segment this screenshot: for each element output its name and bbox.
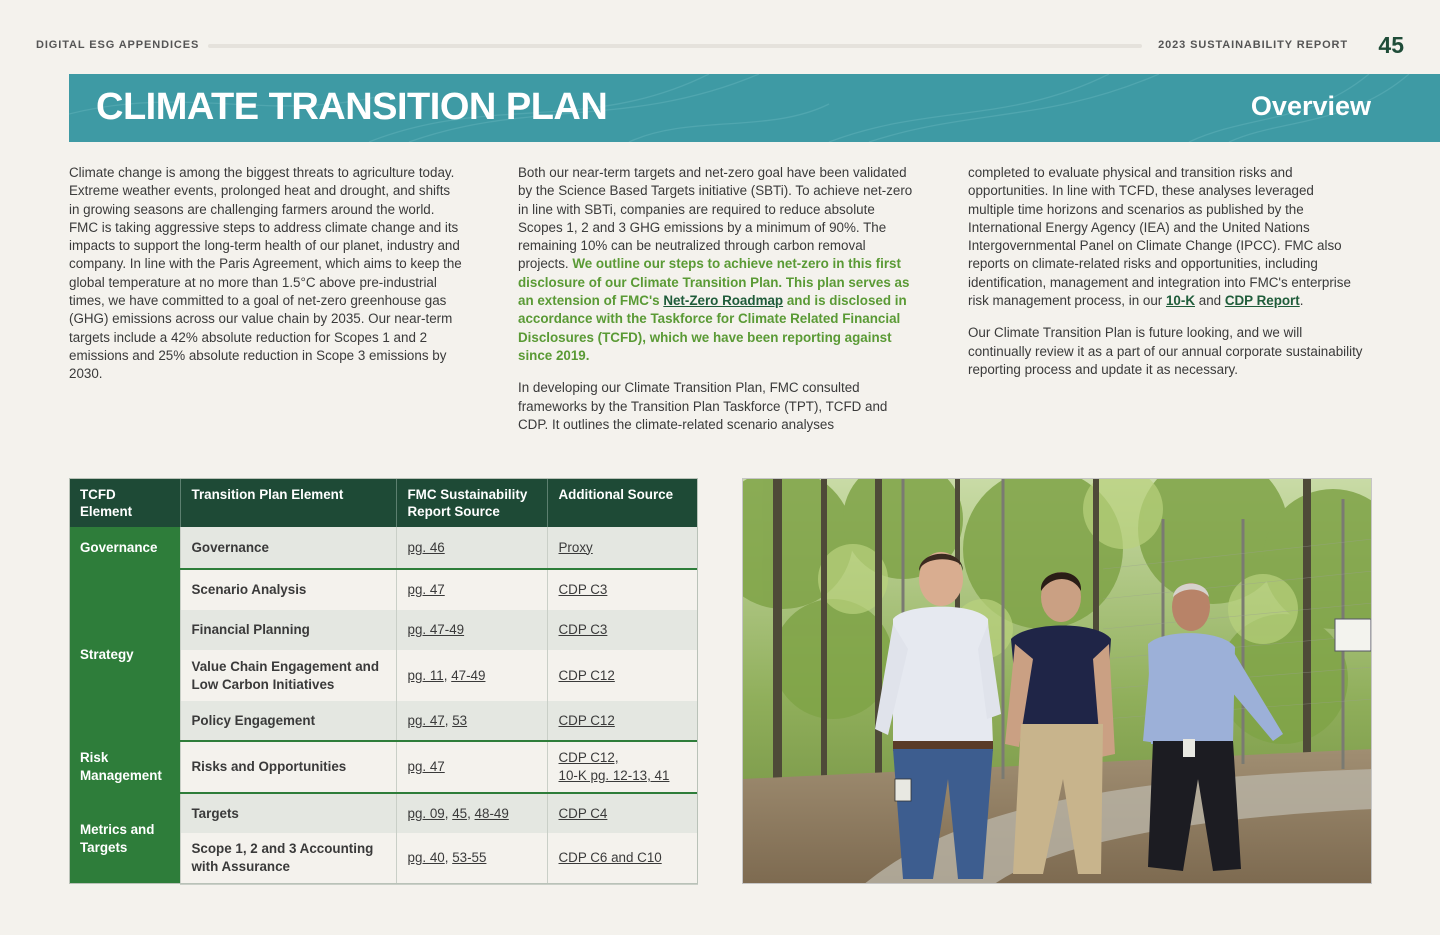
page-title: CLIMATE TRANSITION PLAN bbox=[96, 86, 608, 128]
intro-paragraph: Climate change is among the biggest threats to agriculture today. Extreme weather events, prolonged heat and drought, and shifts in growing seasons are challenging farmers around the world. FMC is taking aggressive steps to address climate change and its impacts to support the long-term health of our planet, industry and company. In line with the Paris Agreement, which aims to keep the global temperature at no more than 1.5°C above pre-industrial times, we have committed to a goal of net-zero greenhouse gas (GHG) emissions across our value chain by 2035. Our near-term targets include a 42% absolute reduction for Scopes 1 and 2 emissions and 25% absolute reduction in Scope 3 emissions by 2030. bbox=[69, 165, 462, 382]
group-metrics: Metrics and Targets bbox=[69, 793, 180, 884]
period-text: . bbox=[1299, 293, 1304, 309]
frameworks-paragraph: In developing our Climate Transition Plan, FMC consulted frameworks by the Transition Plan Taskforce (TPT), TCFD and CDP. It outlines the climate-related scenario analyses bbox=[518, 380, 888, 432]
source-cell: pg. 47, 53 bbox=[396, 701, 547, 741]
cdp-report-link[interactable]: CDP Report bbox=[1224, 293, 1300, 309]
sbti-text: Both our near-term targets and net-zero goal have been validated by the Science Based Targets initiative (SBTi). To achieve net-zero in line with SBTi, companies are required to reduce absolute Scopes 1, 2 and 3 GHG emissions by a minimum of 90%. The remaining 10% can be neutralized through carbon removal projects. bbox=[518, 165, 913, 272]
sbti-paragraph bbox=[518, 164, 913, 365]
risk-paragraph bbox=[968, 164, 1363, 310]
group-strategy: Strategy bbox=[69, 569, 180, 741]
plan-cell: Governance bbox=[180, 527, 396, 569]
source-cell: pg. 11, 47-49 bbox=[396, 650, 547, 701]
source-link[interactable]: 53-55 bbox=[452, 850, 487, 866]
additional-link[interactable]: CDP C6 and C10 bbox=[558, 850, 662, 866]
table-header-row bbox=[69, 478, 698, 527]
plan-cell: Risks and Opportunities bbox=[180, 741, 396, 793]
report-label: 2023 SUSTAINABILITY REPORT bbox=[1158, 39, 1348, 51]
header-additional: Additional Source bbox=[547, 478, 698, 527]
table-row bbox=[69, 569, 698, 610]
additional-cell bbox=[547, 833, 698, 884]
source-link[interactable]: pg. 47 bbox=[407, 582, 445, 597]
additional-cell bbox=[547, 701, 698, 741]
section-label: DIGITAL ESG APPENDICES bbox=[36, 39, 200, 51]
additional-link[interactable]: CDP C12 bbox=[558, 667, 615, 683]
source-cell bbox=[396, 610, 547, 650]
plan-cell: Scope 1, 2 and 3 Accounting with Assurance bbox=[180, 833, 396, 884]
group-governance: Governance bbox=[69, 527, 180, 569]
table-row bbox=[69, 527, 698, 569]
additional-cell bbox=[547, 527, 698, 569]
text-column-2 bbox=[518, 164, 913, 448]
highlight-text bbox=[518, 256, 909, 362]
source-cell bbox=[396, 741, 547, 793]
photo-illustration bbox=[743, 479, 1372, 884]
plan-cell: Targets bbox=[180, 793, 396, 833]
additional-cell bbox=[547, 793, 698, 833]
title-banner bbox=[69, 74, 1440, 142]
table-row bbox=[69, 793, 698, 833]
source-link[interactable]: pg. 11 bbox=[407, 667, 444, 683]
additional-link[interactable]: CDP C12, bbox=[558, 750, 619, 765]
highlight-text-a: We outline our steps to achieve net-zero in this first disclosure of our Climate Transition Plan. This plan serves as an extension of FMC's bbox=[518, 256, 910, 309]
additional-link[interactable]: CDP C4 bbox=[558, 805, 608, 821]
header-plan: Transition Plan Element bbox=[180, 478, 396, 527]
additional-cell bbox=[547, 650, 698, 701]
source-cell: pg. 09, 45, 48-49 bbox=[396, 793, 547, 833]
source-link[interactable]: pg. 46 bbox=[407, 539, 445, 555]
group-risk: Risk Management bbox=[69, 741, 180, 793]
plan-cell: Policy Engagement bbox=[180, 701, 396, 741]
plan-cell: Scenario Analysis bbox=[180, 569, 396, 610]
source-cell: pg. 40, 53-55 bbox=[396, 833, 547, 884]
risk-text: completed to evaluate physical and transition risks and opportunities. In line with TCFD, these analyses leveraged multiple time horizons and scenarios as published by the International Energy Agency (IEA) and the United Nations Intergovernmental Panel on Climate Change (IPCC). FMC also reports on climate-related risks and opportunities, including identification, management and integration into FMC's enterprise risk management process, in our bbox=[968, 165, 1351, 309]
additional-link[interactable]: CDP C3 bbox=[558, 582, 608, 597]
additional-cell bbox=[547, 569, 698, 610]
highlight-text-b: and is disclosed in accordance with the Taskforce for Climate Related Financial Disclosures (TCFD), which we have been reporting against since 2019. bbox=[518, 293, 907, 363]
source-link[interactable]: 47-49 bbox=[451, 667, 486, 683]
employees-photo bbox=[742, 478, 1372, 884]
source-link[interactable]: 53 bbox=[452, 712, 468, 728]
10k-link[interactable]: 10-K bbox=[1165, 293, 1196, 309]
and-text: and bbox=[1198, 293, 1222, 309]
header-divider bbox=[208, 44, 1142, 48]
source-link[interactable]: pg. 40 bbox=[407, 850, 445, 866]
additional-cell bbox=[547, 610, 698, 650]
future-paragraph: Our Climate Transition Plan is future looking, and we will continually review it as a part of our annual corporate sustainability reporting process and update it as necessary. bbox=[968, 325, 1363, 377]
header-fmc-source: FMC Sustainability Report Source bbox=[396, 478, 547, 527]
source-link[interactable]: pg. 47 bbox=[407, 759, 445, 774]
additional-link[interactable]: CDP C3 bbox=[558, 622, 608, 637]
header-tcfd: TCFD Element bbox=[69, 478, 180, 527]
source-link[interactable]: 48-49 bbox=[474, 805, 509, 821]
additional-link[interactable]: 10-K pg. 12-13, 41 bbox=[558, 768, 670, 783]
plan-cell: Value Chain Engagement and Low Carbon Initiatives bbox=[180, 650, 396, 701]
section-subtitle: Overview bbox=[1250, 91, 1371, 121]
tcfd-table bbox=[69, 478, 698, 885]
table-row bbox=[69, 741, 698, 793]
additional-link[interactable]: CDP C12 bbox=[558, 712, 615, 728]
source-link[interactable]: 45 bbox=[452, 805, 468, 821]
source-cell bbox=[396, 527, 547, 569]
net-zero-roadmap-link[interactable]: Net-Zero Roadmap bbox=[663, 293, 784, 309]
additional-cell bbox=[547, 741, 698, 793]
source-link[interactable]: pg. 47-49 bbox=[407, 622, 465, 637]
text-column-3 bbox=[968, 164, 1363, 393]
page-header bbox=[36, 30, 1404, 60]
plan-cell: Financial Planning bbox=[180, 610, 396, 650]
page-number: 45 bbox=[1378, 32, 1404, 58]
source-cell bbox=[396, 569, 547, 610]
text-column-1 bbox=[69, 164, 464, 398]
source-link[interactable]: pg. 47 bbox=[407, 712, 445, 728]
source-link[interactable]: pg. 09 bbox=[407, 805, 445, 821]
additional-link[interactable]: Proxy bbox=[558, 539, 593, 555]
